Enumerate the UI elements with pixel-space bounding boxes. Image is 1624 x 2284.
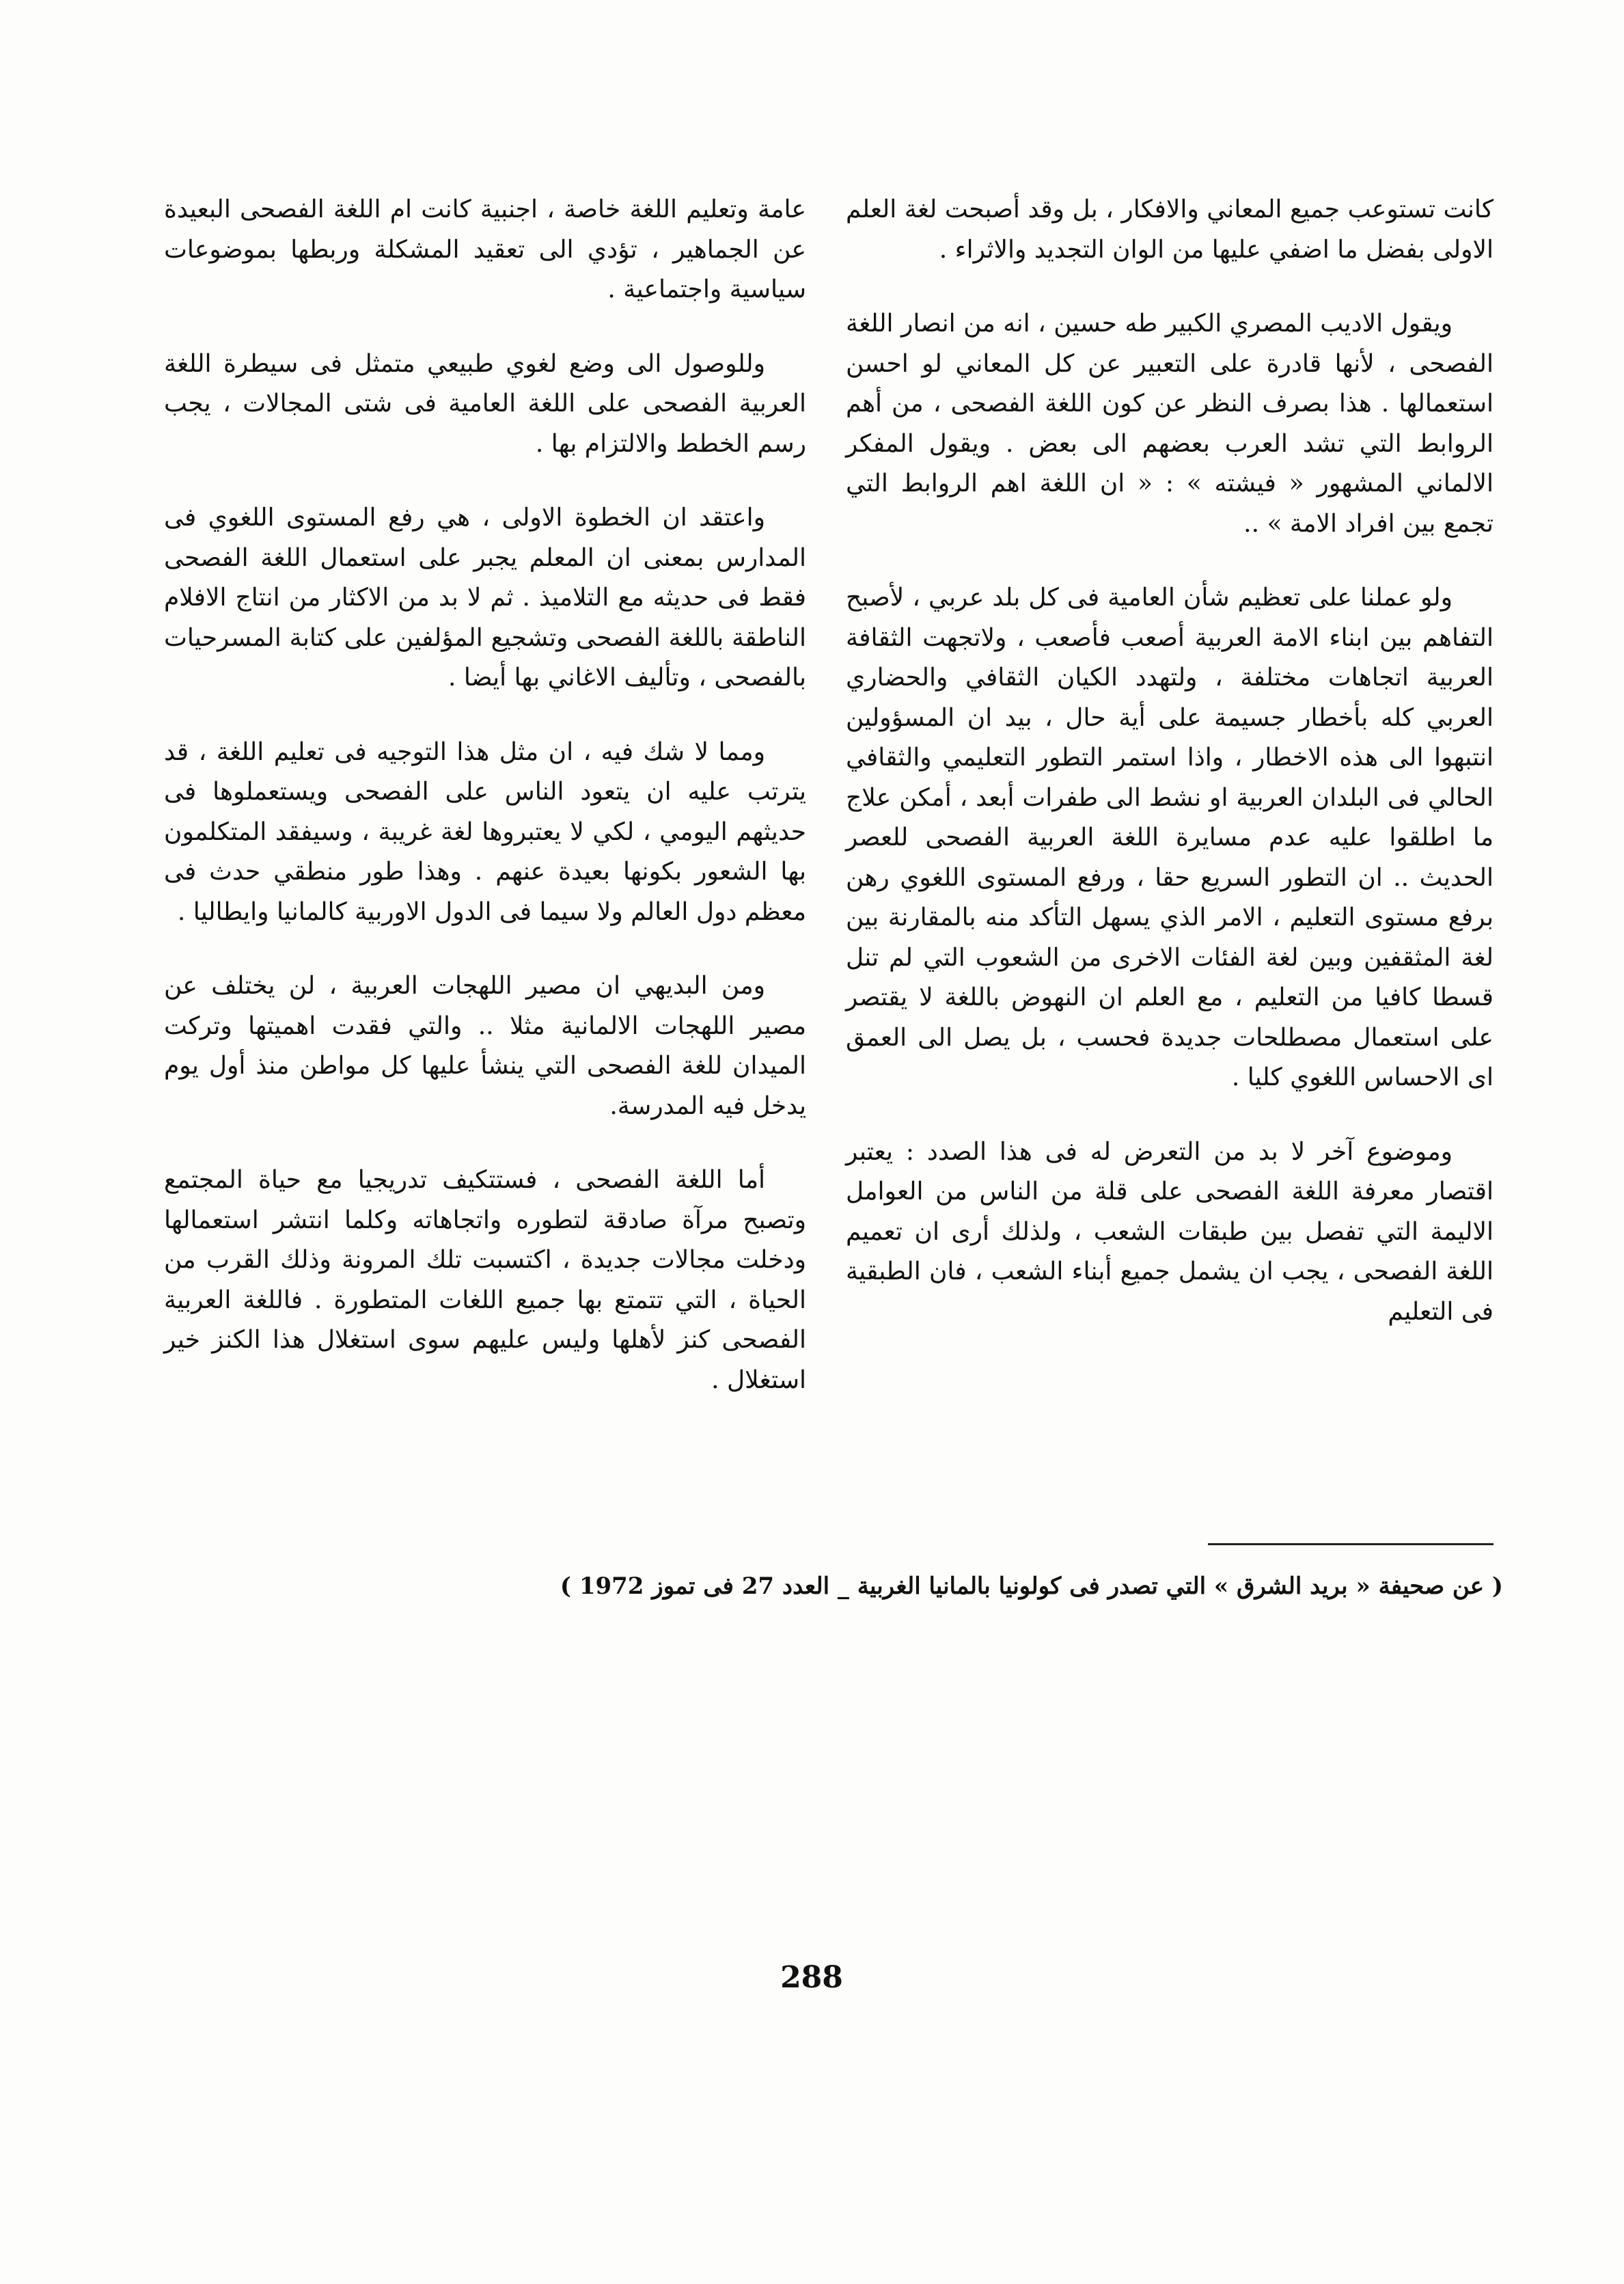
paragraph: واعتقد ان الخطوة الاولى ، هي رفع المستوى اللغوي فى المدارس بمعنى ان المعلم يجبر على استعمال اللغة الفصحى فقط فى حديثه مع التلاميذ . ثم لا بد من الاكثار من انتاج الافلام الناطقة باللغة الفصحى وتشجيع المؤلفين على كتابة المسرحيات بالفصحى ، وتأليف الاغاني بها أيضا .: [164, 504, 806, 692]
paragraph: ومن البديهي ان مصير اللهجات العربية ، لن يختلف عن مصير اللهجات الالمانية مثلا .. والتي فقدت اهميتها وتركت الميدان للغة الفصحى التي ينشأ عليها كل مواطن منذ أول يوم يدخل فيه المدرسة.: [164, 972, 806, 1120]
paragraph: ويقول الاديب المصري الكبير طه حسين ، انه من انصار اللغة الفصحى ، لأنها قادرة على التعبير عن كل المعاني لو احسن استعمالها . هذا بصرف النظر عن كون اللغة الفصحى ، من أهم الروابط التي تشد العرب بعضهم الى بعض . ويقول المفكر الالماني المشهور « فيشته » : « ان اللغة اهم الروابط التي تجمع بين افراد الامة » ..: [846, 310, 1494, 538]
paragraph: عامة وتعليم اللغة خاصة ، اجنبية كانت ام اللغة الفصحى البعيدة عن الجماهير ، تؤدي الى تعقيد المشكلة وربطها بموضوعات سياسية واجتماعية .: [164, 195, 806, 303]
page-number: 288: [780, 1960, 843, 1995]
paragraph: أما اللغة الفصحى ، فستتكيف تدريجيا مع حياة المجتمع وتصبح مرآة صادقة لتطوره واتجاهاته وكلما انتشر استعمالها ودخلت مجالات جديدة ، اكتسبت تلك المرونة وذلك القرب من الحياة ، التي تتمتع بها جميع اللغات المتطورة . فاللغة العربية الفصحى كنز لأهلها وليس عليهم سوى استغلال هذا الكنز خير استغلال .: [164, 1166, 806, 1394]
source-footnote: ( عن صحيفة « بريد الشرق » التي تصدر فى كولونيا بالمانيا الغربية _ العدد 27 فى تموز 1972 ): [560, 1573, 1503, 1600]
paragraph: وللوصول الى وضع لغوي طبيعي متمثل فى سيطرة اللغة العربية الفصحى على اللغة العامية فى شتى المجالات ، يجب رسم الخطط والالتزام بها .: [164, 349, 806, 458]
paragraph: ومما لا شك فيه ، ان مثل هذا التوجيه فى تعليم اللغة ، قد يترتب عليه ان يتعود الناس على الفصحى ويستعملوها فى حديثهم اليومي ، لكي لا يعتبروها لغة غريبة ، وسيفقد المتكلمون بها الشعور بكونها بعيدة عنهم . وهذا طور منطقي حدث فى معظم دول العالم ولا سيما فى الدول الاوربية كالمانيا وايطاليا .: [164, 737, 806, 926]
paragraph: وموضوع آخر لا بد من التعرض له فى هذا الصدد : يعتبر اقتصار معرفة اللغة الفصحى على قلة من الناس من العوامل الاليمة التي تفصل بين طبقات الشعب ، ولذلك أرى ان تعميم اللغة الفصحى ، يجب ان يشمل جميع أبناء الشعب ، فان الطبقية فى التعليم: [846, 1137, 1494, 1326]
paragraph: كانت تستوعب جميع المعاني والافكار ، بل وقد أصبحت لغة العلم الاولى بفضل ما اضفي عليها من الوان التجديد والاثراء .: [846, 195, 1494, 264]
left-text-column: [164, 190, 806, 1435]
right-text-column: [846, 190, 1494, 1366]
paragraph: ولو عملنا على تعظيم شأن العامية فى كل بلد عربي ، لأصبح التفاهم بين ابناء الامة العربية أصعب فأصعب ، ولاتجهت الثقافة العربية اتجاهات مختلفة ، ولتهدد الكيان الثقافي والحضاري العربي كله بأخطار جسيمة على أية حال ، بيد ان المسؤولين انتبهوا الى هذه الاخطار ، واذا استمر التطور التعليمي والثقافي الحالي فى البلدان العربية او نشط الى طفرات أبعد ، أمكن علاج ما اطلقوا عليه عدم مسايرة اللغة العربية الفصحى للعصر الحديث .. ان التطور السريع حقا ، ورفع المستوى اللغوي رهن برفع مستوى التعليم ، الامر الذي يسهل التأكد منه بالمقارنة بين لغة المثقفين وبين لغة الفئات الاخرى من الشعوب التي لم تنل قسطا كافيا من التعليم ، مع العلم ان النهوض باللغة لا يقتصر على استعمال مصطلحات جديدة فحسب ، بل يصل الى العمق اى الاحساس اللغوي كليا .: [846, 584, 1494, 1091]
footnote-divider: [1208, 1543, 1494, 1545]
